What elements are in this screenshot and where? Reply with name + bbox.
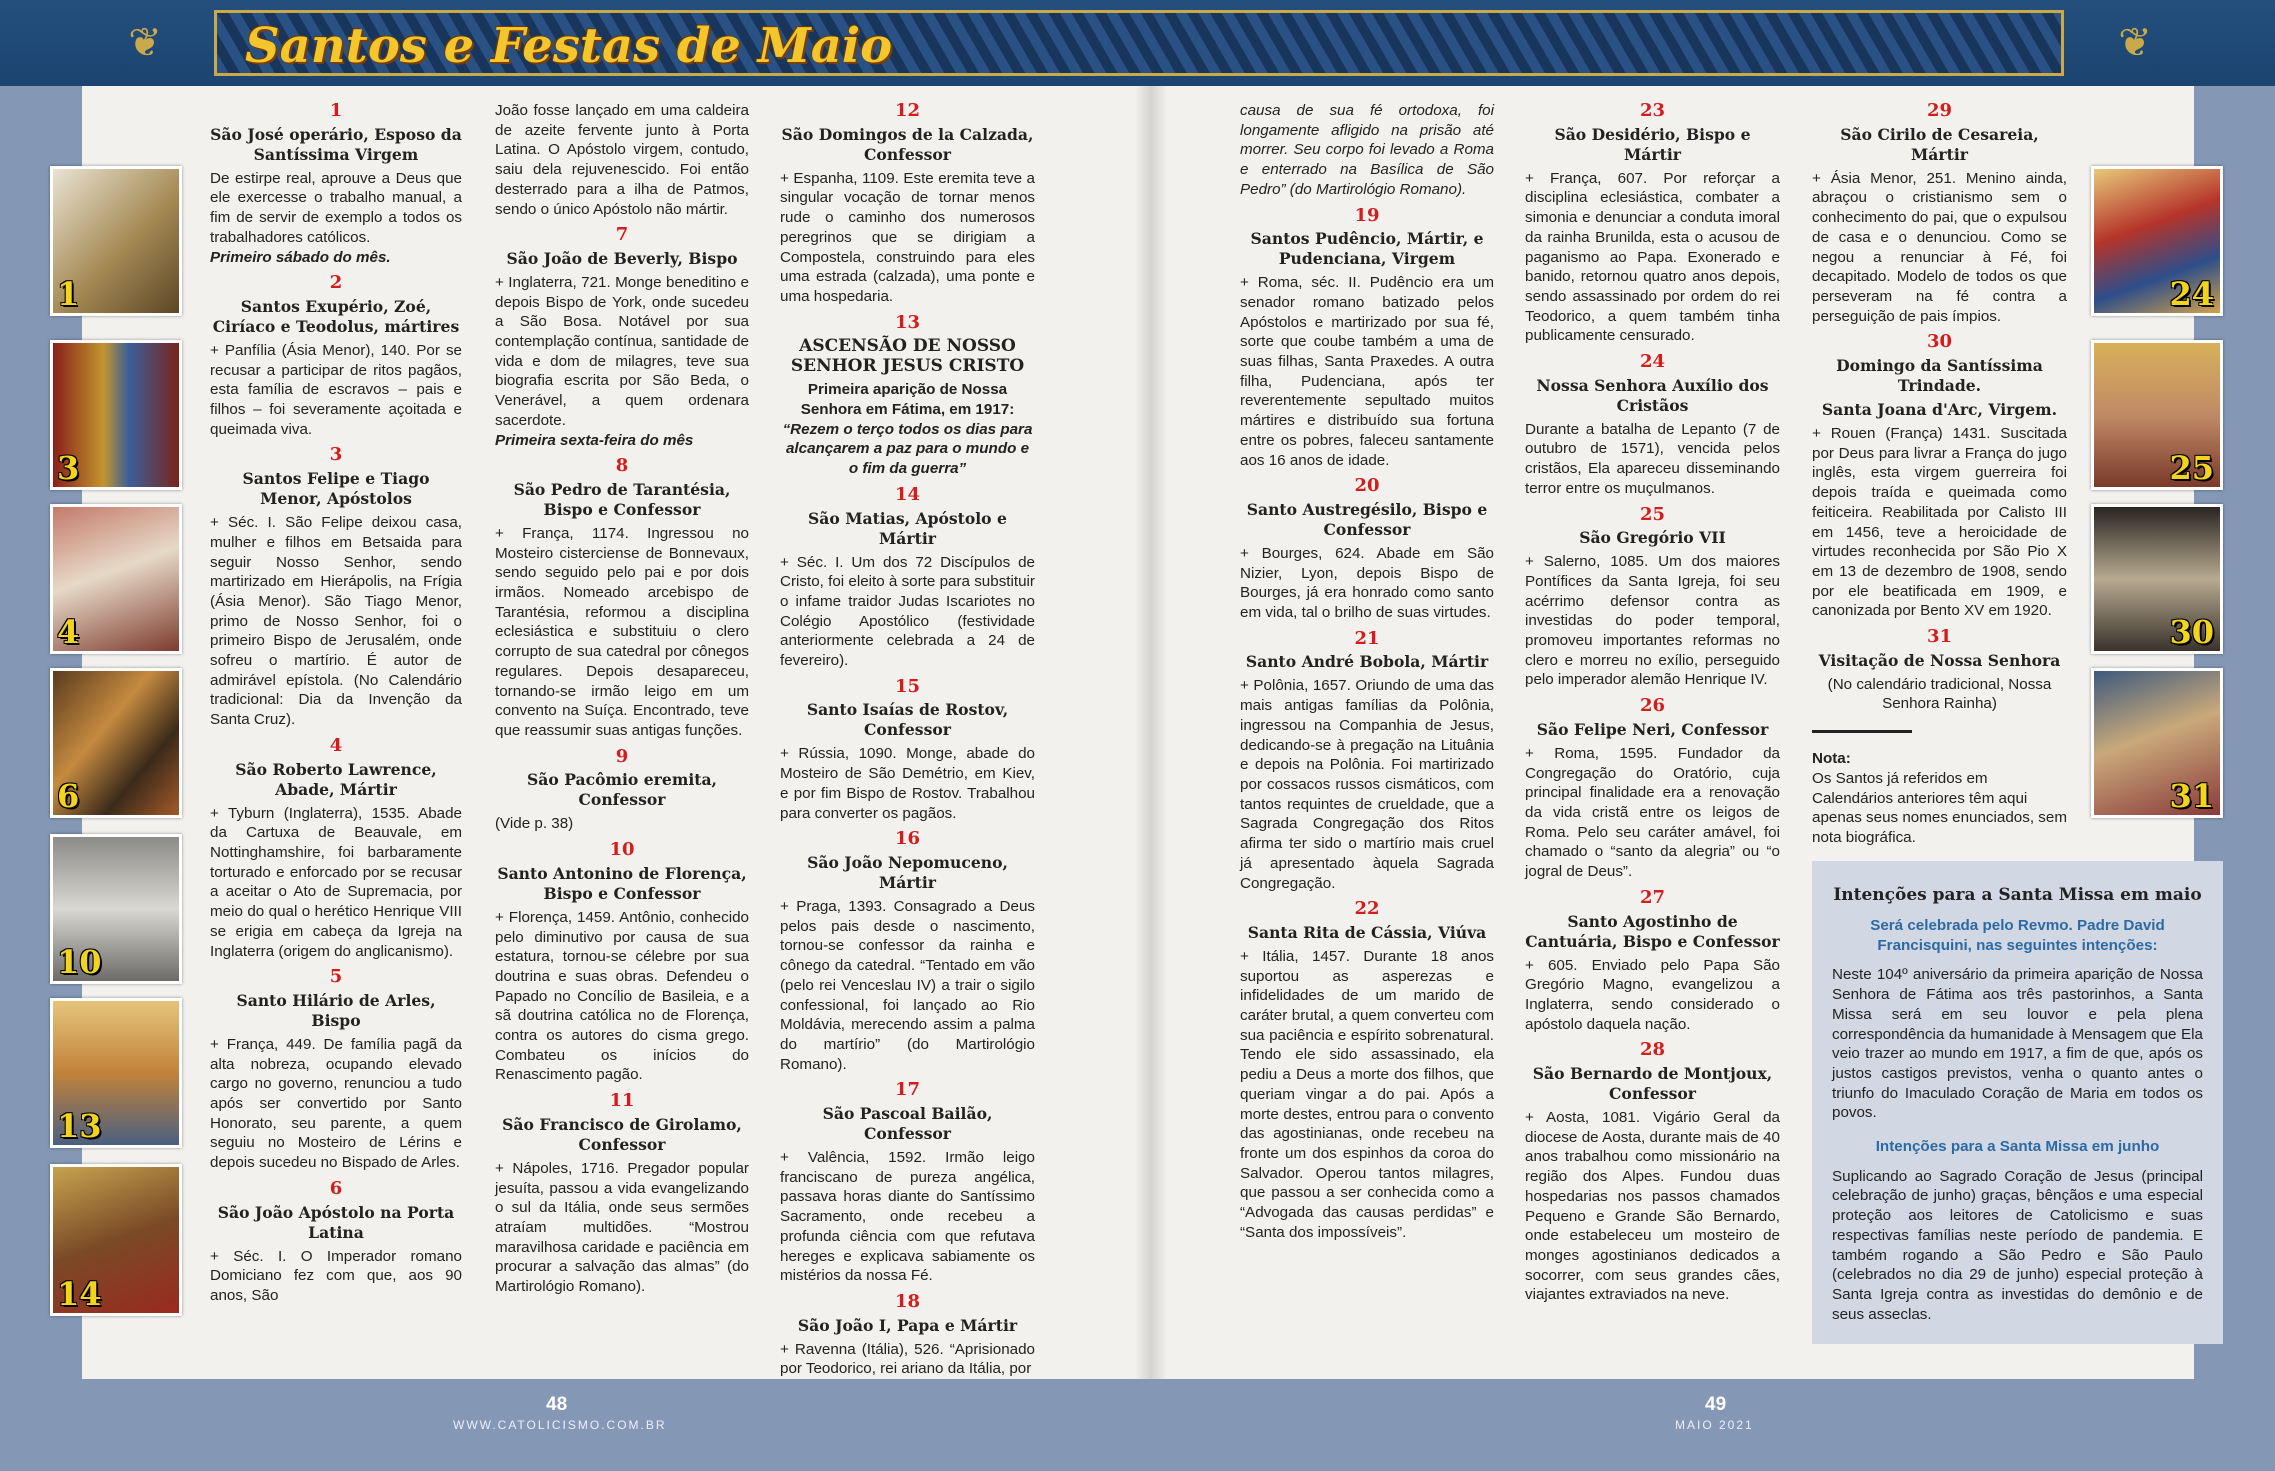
saint-name: São Domingos de la Calzada, Confessor [781,124,1034,164]
saint-bio: + Rouen (França) 1431. Suscitada por Deus para livrar a França do jugo inglês, esta virgem guerreira foi depois traída e queimada como feiticeira. Reabilitada por Calisto III em 1456, teve a heroicidade de virtudes reconhecida por São Pio X em 13 de dezembro de 1908, sendo por ele beatificada em 1909, e canonizada por Bento XV em 1920. [1812,425,2067,620]
day-number: 15 [894,675,921,697]
fatima-quote: “Rezem o terço todos os dias para alcançarem a paz para o mundo e o fim da guerra” [782,420,1033,478]
fatima-subtitle: Primeira aparição de Nossa Senhora em Fátima, em 1917: [800,381,1015,419]
saint-name: Santo Austregésilo, Bispo e Confessor [1246,499,1488,539]
saint-name: Santo Agostinho de Cantuária, Bispo e Confessor [1525,911,1780,951]
day-number: 10 [609,839,635,861]
day-number: 4 [329,734,343,756]
saint-bio: + França, 449. De família pagã da alta nobreza, ocupando elevado cargo no governo, renunciou a tudo após ser convertido por Santo Honorato, seu parente, a quem seguiu no Mosteiro de Lérins e depois sucedeu no Bispado de Arles. [210,1035,462,1172]
saint-name: Santos Pudêncio, Mártir, e Pudenciana, Virgem [1250,229,1484,269]
day-number: 8 [615,455,629,477]
mass-june-text: Suplicando ao Sagrado Coração de Jesus (principal celebração de junho) graças, bênçãos e uma especial proteção aos leitores de Catolicismo e suas respectivas famílias neste período de pandemia. E também rogando a São Pedro e São Paulo (celebrados no dia 29 de junho) especial proteção à Santa Igreja contra as investidas do demônio e de seus asseclas. [1832,1167,2203,1323]
mass-intentions-box [1812,861,2223,1344]
saint-bio: + Ásia Menor, 251. Menino ainda, abraçou o cristianismo sem o conhecimento do pai, que o expulsou de casa e o denunciou. Como se negou a renunciar à Fé, foi decapitado. Modelo de todos os que perseveram na fé contra a perseguição de pais ímpios. [1812,169,2067,325]
day-number: 2 [329,272,343,294]
day-number: 21 [1354,627,1380,649]
saint-bio: + Roma, 1595. Fundador da Congregação do Oratório, cuja principal finalidade era a renovação da vida cristã entre os leigos de Roma. Pelo seu caráter amável, foi chamado o “santo da alegria” ou “o jogral de Deus”. [1525,744,1780,881]
saint-extra: Primeiro sábado do mês. [210,248,391,266]
saint-name: São Desidério, Bispo e Mártir [1554,124,1751,164]
saint-bio: + Polônia, 1657. Oriundo de uma das mais antigas famílias da Polônia, ingressou na Companhia de Jesus, dedicando-se à pregação na Lituânia e depois na Polônia. Foi martirizado por cossacos russos cismáticos, com tantos requintes de crueldade, que a Sagrada Congregação dos Ritos afirma ter sido o martírio mais cruel já apresentado àquela Sagrada Congregação. [1240,677,1494,892]
saint-bio: + Florença, 1459. Antônio, conhecido pelo diminutivo por causa de sua estatura, tornou-se célebre por sua doutrina e suas obras. Defendeu o Papado no Concílio de Basileia, e a sã doutrina católica no de Florença, contra os autores do cisma grego. Combateu os inícios do Renascimento pagão. [495,908,749,1084]
page-title: Santos e Festas de Maio [245,18,893,74]
saint-image-1: 1 [50,166,182,316]
saint-name: São João de Beverly, Bispo [506,248,738,268]
saint-name: Santo Isaías de Rostov, Confessor [806,700,1009,740]
saint-image-10: 10 [50,834,182,984]
saint-name: São Felipe Neri, Confessor [1536,719,1769,739]
saint-bio: + Praga, 1393. Consagrado a Deus pelos pais desde o nascimento, tornou-se confessor da rainha e cônego da catedral. “Tentado em vão (pelo rei Venceslau IV) a trair o sigilo confessional, foi lançado ao Rio Moldávia, merecendo assim a palma do martírio” (do Martirológio Romano). [780,897,1035,1073]
saint-name: São Gregório VII [1579,528,1726,548]
saint-bio: Durante a batalha de Lepanto (7 de outubro de 1571), vencida pelos cristãos, Ela apareceu disseminando terror entre os muçulmanos. [1525,420,1780,497]
note-text: Os Santos já referidos em Calendários anteriores têm aqui apenas seus nomes enunciados, sem nota biográfica. [1812,769,2067,846]
saint-name: Domingo da Santíssima Trindade. [1836,356,2043,396]
saint-bio: + Nápoles, 1716. Pregador popular jesuíta, passou a vida evangelizando o sul da Itália, onde seus sermões atraíam multidões. “Mostrou maravilhosa caridade e paciência em procurar a salvação das almas” (do Martirológio Romano). [495,1159,749,1296]
saint-bio: De estirpe real, aprouve a Deus que ele exercesse o trabalho manual, a fim de servir de exemplo a todos os trabalhadores católicos. [210,169,462,246]
saint-image-14: 14 [50,1164,182,1316]
saint-bio: + Espanha, 1109. Este eremita teve a singular vocação de tornar menos rude o caminho dos numerosos peregrinos que se dirigiam a Compostela, construindo para eles uma estrada (calzada), uma ponte e uma hospedaria. [780,169,1035,305]
saint-bio: (No calendário tradicional, Nossa Senhora Rainha) [1827,675,2052,713]
day-number: 5 [329,966,343,988]
saint-bio: + França, 1174. Ingressou no Mosteiro cisterciense de Bonnevaux, sendo seguido pelo pai e por dois irmãos. Nomeado arcebispo de Tarantésia, reformou a disciplina eclesiástica e substituiu o clero corrupto de sua catedral por cônegos regulares. Depois desapareceu, tornando-se irmão leigo em um convento na Suíça. Encontrado, teve que reassumir suas antigas funções. [495,524,749,739]
saint-bio: + Roma, séc. II. Pudêncio era um senador romano batizado pelos Apóstolos e martirizado por sua fé, sorte que coube também a uma de suas filhas, Santa Praxedes. A outra filha, Pudenciana, após ter reverentemente sepultado muitos mártires e distribuído sua fortuna entre os pobres, faleceu santamente aos 16 anos de idade. [1240,274,1494,469]
saint-image-4: 4 [50,504,182,654]
saint-name: Santa Joana d'Arc, Virgem. [1821,400,2058,420]
saint-image-6: 6 [50,668,182,818]
saint-bio: + Bourges, 624. Abade em São Nizier, Lyon, depois Bispo de Bourges, já era honrado como santo em vida, tal o brilho de suas virtudes. [1240,544,1494,622]
saint-image-24: 24 [2091,166,2223,316]
day-number: 27 [1639,886,1666,908]
day-number: 19 [1354,204,1380,226]
day-number: 11 [609,1090,635,1112]
note-label: Nota: [1812,750,1851,768]
saint-image-30: 30 [2091,504,2223,654]
saint-name: Santo André Bobola, Mártir [1245,652,1489,672]
saint-name: São Bernardo de Montjoux, Confessor [1532,1064,1773,1104]
column-6 [1812,101,2067,848]
saint-bio: + Salerno, 1085. Um dos maiores Pontífices da Santa Igreja, foi seu acérrimo defensor contra as investidas do poder temporal, promoveu importantes reformas no clero e morreu no exílio, perseguido pelo imperador alemão Henrique IV. [1525,553,1780,689]
saint-name: Santa Rita de Cássia, Viúva [1247,922,1487,942]
saint-name: Santos Exupério, Zoé, Ciríaco e Teodolus, mártires [212,296,460,336]
saint-bio: + Séc. I. Um dos 72 Discípulos de Cristo, foi eleito à sorte para substituir o infame traidor Judas Iscariotes no Colégio Apostólico (festividade anteriormente celebrada a 24 de fevereiro). [780,553,1035,670]
day-number: 26 [1639,695,1666,717]
saint-bio: João fosse lançado em uma caldeira de azeite fervente junto à Porta Latina. O Apóstolo virgem, contudo, saiu dela rejuvenescido. Foi então desterrado para a ilha de Patmos, sendo o único Apóstolo não mártir. [495,102,749,218]
day-number: 30 [1926,331,1953,353]
saint-bio: + Séc. I. São Felipe deixou casa, mulher e filhos em Betsaida para seguir Nosso Senhor, sendo martirizado em Hierápolis, na Frígia (Ásia Menor). São Tiago Menor, primo de Nosso Senhor, foi o primeiro Bispo de Jerusalém, onde sofreu o martírio. É autor de admirável epístola. (No Calendário tradicional: Dia da Invenção da Santa Cruz). [210,514,462,729]
saint-bio: + Tyburn (Inglaterra), 1535. Abade da Cartuxa de Beauvale, em Nottinghamshire, foi barbaramente torturado e enforcado por se recusar a aceitar o Ato de Supremacia, por meio do qual o herético Henrique VIII se erigia em cabeça da Igreja na Inglaterra (origem do anglicanismo). [210,804,462,960]
mass-celebrant: Será celebrada pelo Revmo. Padre David Francisquini, nas seguintes intenções: [1870,917,2165,954]
day-number: 14 [894,483,921,505]
saint-name: Santo Hilário de Arles, Bispo [236,990,436,1030]
page-number-right: 49 [1705,1394,1727,1415]
day-number: 18 [894,1290,921,1312]
day-number: 3 [329,444,343,466]
saint-bio: + Panfília (Ásia Menor), 140. Por se recusar a participar de ritos pagãos, esta família de escravos – pais e filhos – foi severamente açoitada e queimada viva. [210,341,462,438]
day-number: 23 [1639,100,1666,121]
day-number: 29 [1926,100,1953,121]
day-number: 13 [894,311,921,333]
day-number: 9 [615,745,629,767]
day-number: 20 [1354,475,1380,497]
day-number: 25 [1639,503,1666,525]
saint-image-25: 25 [2091,340,2223,490]
page-gutter [1135,86,1167,1379]
saint-name: Visitação de Nossa Senhora [1818,650,2061,670]
saint-name: São Matias, Apóstolo e Mártir [808,508,1007,548]
note-divider [1812,730,1912,733]
saint-extra: Primeira sexta-feira do mês [495,431,694,449]
day-number: 6 [329,1177,343,1199]
saint-name: São João I, Papa e Mártir [797,1315,1018,1335]
day-number: 17 [894,1079,921,1101]
saint-bio: + Inglaterra, 721. Monge beneditino e depois Bispo de York, onde sucedeu a São Bosa. Notável por sua contemplação contínua, santidade de vida e dom de milagres, teve sua biografia escrita por São Beda, o Venerável, a quem ordenara sacerdote. [495,273,749,429]
saint-name: São João Nepomuceno, Mártir [807,852,1008,892]
footer-date: MAIO 2021 [1675,1418,1754,1432]
ornament-right-icon: ❦ [2118,20,2152,66]
ornament-left-icon: ❦ [128,20,162,66]
saint-image-31: 31 [2091,668,2223,818]
saint-name: São Francisco de Girolamo, Confessor [502,1114,742,1154]
saint-bio: + França, 607. Por reforçar a disciplina eclesiástica, combater a simonia e denunciar a conduta imoral da rainha Brunilda, esta o acusou de paganismo ao Papa. Exonerado e banido, retornou quatro anos depois, sendo assassinado por ordem do rei Teodorico, a quem também tinha publicamente censurado. [1525,169,1780,345]
column-3 [780,101,1035,1379]
column-1 [210,101,462,1306]
saint-bio: + Valência, 1592. Irmão leigo franciscano de pureza angélica, passava horas diante do Santíssimo Sacramento, onde recebeu a profunda ciência com que refutava hereges e explicava sabiamente os mistérios da nossa Fé. [780,1149,1035,1285]
saint-bio: + Aosta, 1081. Vigário Geral da diocese de Aosta, durante mais de 40 anos trabalhou como missionário na região dos Alpes. Fundou duas hospedarias nos passos chamados Pequeno e Grande São Bernardo, onde estabeleceu um mosteiro de monges agostinianos dedicados a socorrer, com seus grandes cães, viajantes extraviados na neve. [1525,1109,1780,1304]
saint-bio: (Vide p. 38) [495,815,574,833]
day-number: 22 [1354,898,1380,920]
column-5 [1525,101,1780,1305]
saint-name: São Pascoal Bailão, Confessor [822,1104,993,1144]
saint-image-13: 13 [50,998,182,1148]
saint-name: Santos Felipe e Tiago Menor, Apóstolos [242,469,430,509]
page-number-left: 48 [546,1394,568,1415]
saint-name: São Pedro de Tarantésia, Bispo e Confessor [513,479,731,519]
saint-name: ASCENSÃO DE NOSSO SENHOR JESUS CRISTO [790,336,1025,377]
mass-may-text: Neste 104º aniversário da primeira aparição de Nossa Senhora de Fátima aos três pastorinhos, a Santa Missa será em seu louvor e pela plena correspondência da humanidade à Mensagem que Ela veio trazer ao mundo em 1917, a fim de que, após os justos castigos previstos, venha o quanto antes o triunfo do Imaculado Coração de Maria em todos os povos. [1832,966,2203,1122]
day-number: 1 [329,100,343,121]
saint-name: São João Apóstolo na Porta Latina [217,1202,455,1242]
saint-name: Nossa Senhora Auxílio dos Cristãos [1536,375,1769,415]
saint-bio: + Itália, 1457. Durante 18 anos suportou as asperezas e infidelidades de um marido de caráter brutal, a quem converteu com sua paciência e espírito sobrenatural. Tendo ele sido assassinado, ela pediu a Deus a morte dos filhos, que queriam vingar a do pai. Após a morte destes, entrou para o convento das agostinianas, onde recebeu na fronte um dos espinhos da coroa do Salvador. Operou tantos milagres, que passou a ser conhecida como a “Advogada das causas perdidas” e “Santa dos impossíveis”. [1240,947,1494,1241]
day-number: 31 [1926,626,1953,648]
saint-bio: + Rússia, 1090. Monge, abade do Mosteiro de São Demétrio, em Kiev, e por fim Bispo de Rostov. Trabalhou para converter os pagãos. [780,745,1035,822]
column-4 [1240,101,1494,1242]
saint-name: São José operário, Esposo da Santíssima Virgem [210,124,462,164]
day-number: 12 [894,100,921,121]
saint-name: Santo Antonino de Florença, Bispo e Confessor [497,863,747,903]
saint-bio: + Ravenna (Itália), 526. “Aprisionado por Teodorico, rei ariano da Itália, por [780,1340,1035,1378]
saint-bio: + 605. Enviado pelo Papa São Gregório Magno, evangelizou a Inglaterra, sendo considerado o apóstolo daquela nação. [1525,956,1780,1033]
column-2 [495,101,749,1297]
saint-bio: + Séc. I. O Imperador romano Domiciano fez com que, aos 90 anos, São [210,1247,462,1304]
saint-name: São Roberto Lawrence, Abade, Mártir [235,759,437,799]
saint-image-3: 3 [50,340,182,490]
saint-name: São Pacômio eremita, Confessor [527,770,717,810]
mass-june-title: Intenções para a Santa Missa em junho [1875,1138,2160,1156]
saint-bio: causa de sua fé ortodoxa, foi longamente afligido na prisão até morrer. Seu corpo foi levado a Roma e enterrado na Basílica de São Pedro” (do Martirológio Romano). [1240,102,1494,198]
day-number: 7 [615,224,629,246]
saint-name: São Cirilo de Cesareia, Mártir [1840,124,2039,164]
day-number: 24 [1639,351,1666,373]
day-number: 16 [894,828,921,850]
day-number: 28 [1639,1039,1666,1061]
mass-title: Intenções para a Santa Missa em maio [1833,885,2202,905]
footer-site: WWW.CATOLICISMO.COM.BR [453,1418,667,1432]
